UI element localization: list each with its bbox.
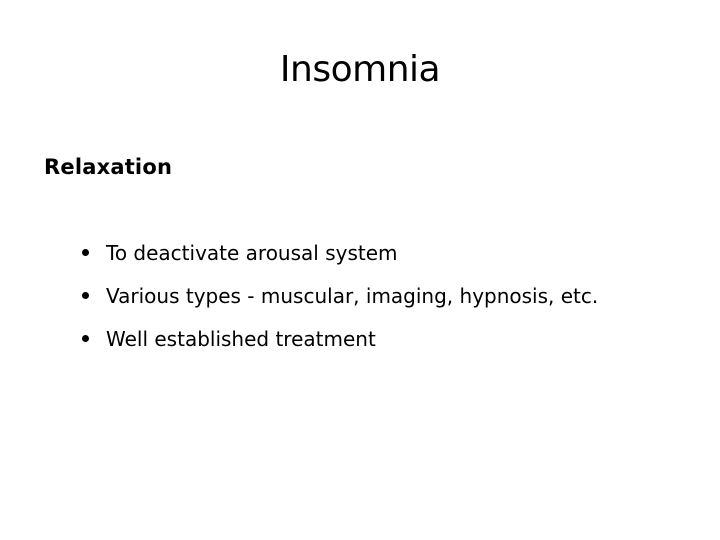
bullet-text: Various types - muscular, imaging, hypnosis, etc. [106, 284, 599, 308]
bullet-text: Well established treatment [106, 327, 376, 351]
slide-title: Insomnia [279, 49, 441, 90]
bullet-list [82, 238, 598, 367]
slide-subtitle: Relaxation [44, 155, 173, 179]
bullet-dot-icon [82, 249, 89, 256]
bullet-dot-icon [82, 335, 89, 342]
bullet-item [82, 324, 598, 354]
bullet-item [82, 281, 598, 311]
bullet-dot-icon [82, 292, 89, 299]
bullet-text: To deactivate arousal system [106, 241, 398, 265]
bullet-item [82, 238, 598, 268]
